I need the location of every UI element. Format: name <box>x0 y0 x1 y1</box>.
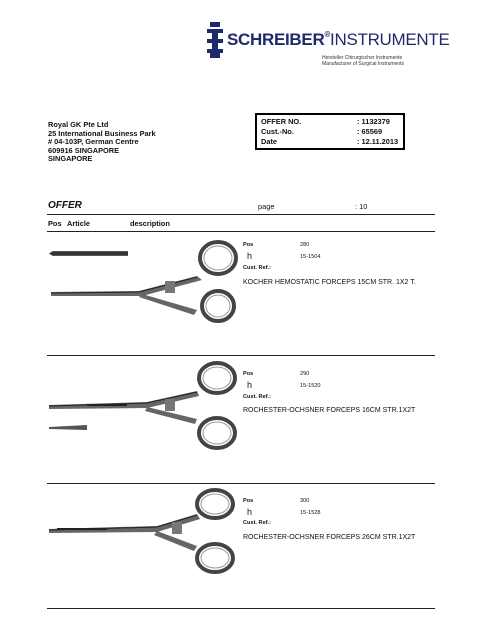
item-article-number: 15-1504 <box>300 254 321 260</box>
date-label: Date <box>261 137 278 146</box>
document-title: OFFER <box>48 200 82 211</box>
page-label: page <box>258 202 275 211</box>
customer-address <box>48 121 156 164</box>
brand-subline-de: Hersteller Chirurgischer Instrumente <box>322 55 403 61</box>
cust-no-value: : 65569 <box>357 127 383 136</box>
item-article-number: 15-1520 <box>300 383 321 389</box>
divider <box>47 214 435 215</box>
brand-subline-en: Manufacturer of Surgical Instruments <box>322 61 404 67</box>
date-value: : 12.11.2013 <box>357 137 399 146</box>
item-cust-ref-label: Cust. Ref.: <box>243 265 271 271</box>
kocher-forceps-image <box>47 236 237 326</box>
company-logo <box>207 20 450 80</box>
column-header-description: description <box>130 219 170 228</box>
brand-wordmark <box>227 30 450 50</box>
offer-no-label: OFFER NO. <box>261 117 302 126</box>
item-pos-number: 300 <box>300 498 310 504</box>
divider <box>47 608 435 609</box>
item-article-number: 15-1528 <box>300 510 321 516</box>
item-pos-number: 290 <box>300 371 310 377</box>
item-glyph: h <box>247 507 253 517</box>
item-pos-label: Pos <box>243 242 254 248</box>
item-pos-label: Pos <box>243 371 254 377</box>
schreiber-logo-icon <box>207 22 223 58</box>
brand-suffix: INSTRUMENTE <box>330 30 450 49</box>
brand-name: SCHREIBER <box>227 30 325 49</box>
address-line: Royal GK Pte Ltd <box>48 120 109 129</box>
divider <box>47 355 435 356</box>
address-line: 609916 SINGAPORE <box>48 145 120 155</box>
item-pos-number: 280 <box>300 242 310 248</box>
brand-registered-mark: ® <box>324 30 331 39</box>
item-cust-ref-label: Cust. Ref.: <box>243 394 271 400</box>
item-description: ROCHESTER-OCHSNER FORCEPS 26CM STR.1X2T <box>243 534 416 541</box>
divider <box>47 231 435 232</box>
item-description: KOCHER HEMOSTATIC FORCEPS 15CM STR. 1X2 T. <box>243 279 416 286</box>
item-pos-label: Pos <box>243 498 254 504</box>
cust-no-label: Cust.-No. <box>261 127 294 136</box>
item-cust-ref-label: Cust. Ref.: <box>243 520 271 526</box>
column-header-pos: Pos <box>48 219 62 228</box>
address-line: 25 International Business Park <box>48 128 156 138</box>
item-glyph: h <box>247 251 253 261</box>
rochester-ochsner-forceps-26cm-image <box>47 488 237 578</box>
page-number: : 10 <box>355 202 368 211</box>
rochester-ochsner-forceps-16cm-image <box>47 361 237 451</box>
offer-info-box <box>255 113 405 150</box>
address-line: SINGAPORE <box>48 154 93 164</box>
offer-no-value: : 1132379 <box>357 117 390 126</box>
address-line: # 04-103P, German Centre <box>48 137 139 147</box>
item-description: ROCHESTER-OCHSNER FORCEPS 16CM STR.1X2T <box>243 407 416 414</box>
column-header-article: Article <box>67 219 91 228</box>
divider <box>47 483 435 484</box>
item-glyph: h <box>247 380 253 390</box>
